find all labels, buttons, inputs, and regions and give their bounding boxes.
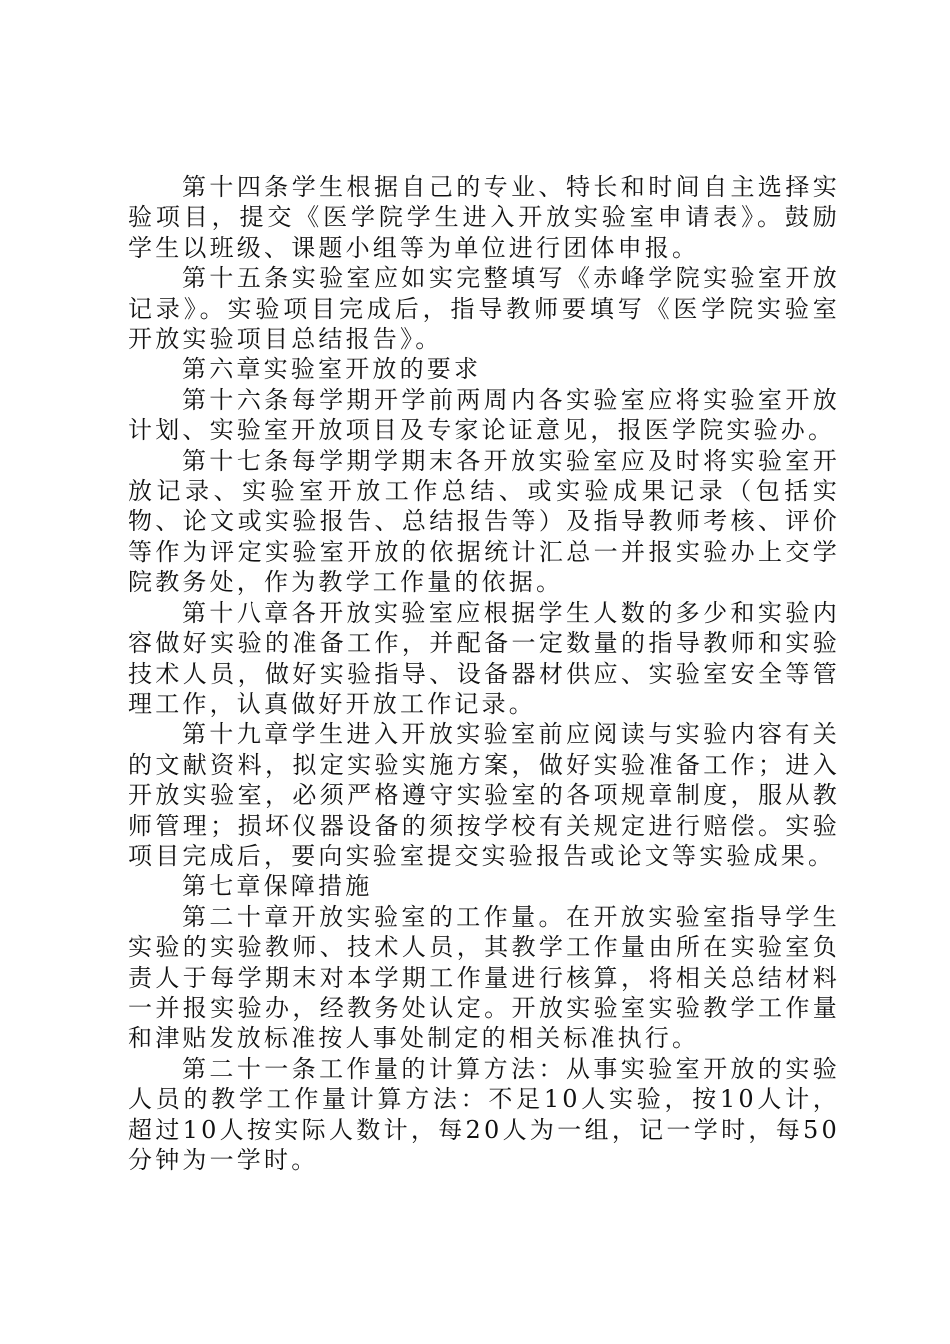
- document-body: [128, 172, 840, 1175]
- article-18-paragraph: 第十八章各开放实验室应根据学生人数的多少和实验内容做好实验的准备工作，并配备一定数量的指导教师和实验技术人员，做好实验指导、设备器材供应、实验室安全等管理工作，认真做好开放工作记录。: [128, 598, 840, 718]
- chapter-7-heading: 第七章保障措施: [182, 872, 373, 901]
- article-17-paragraph: 第十七条每学期学期末各开放实验室应及时将实验室开放记录、实验室开放工作总结、或实验成果记录（包括实物、论文或实验报告、总结报告等）及指导教师考核、评价等作为评定实验室开放的依据统计汇总一并报实验办上交学院教务处，作为教学工作量的依据。: [128, 446, 840, 597]
- article-20-paragraph: 第二十章开放实验室的工作量。在开放实验室指导学生实验的实验教师、技术人员，其教学工作量由所在实验室负责人于每学期末对本学期工作量进行核算，将相关总结材料一并报实验办，经教务处认定。开放实验室实验教学工作量和津贴发放标准按人事处制定的相关标准执行。: [128, 902, 840, 1053]
- article-19-paragraph: 第十九章学生进入开放实验室前应阅读与实验内容有关的文献资料，拟定实验实施方案，做好实验准备工作；进入开放实验室，必须严格遵守实验室的各项规章制度，服从教师管理；损坏仪器设备的须按学校有关规定进行赔偿。实验项目完成后，要向实验室提交实验报告或论文等实验成果。: [128, 720, 840, 870]
- article-15-paragraph: 第十五条实验室应如实完整填写《赤峰学院实验室开放记录》。实验项目完成后，指导教师要填写《医学院实验室开放实验项目总结报告》。: [128, 264, 840, 354]
- article-16-paragraph: 第十六条每学期开学前两周内各实验室应将实验室开放计划、实验室开放项目及专家论证意见，报医学院实验办。: [128, 385, 840, 445]
- article-14-paragraph: 第十四条学生根据自己的专业、特长和时间自主选择实验项目，提交《医学院学生进入开放实验室申请表》。鼓励学生以班级、课题小组等为单位进行团体申报。: [128, 173, 840, 262]
- chapter-6-heading: 第六章实验室开放的要求: [182, 355, 482, 384]
- article-21-paragraph: 第二十一条工作量的计算方法：从事实验室开放的实验人员的教学工作量计算方法：不足10人实验，按10人计，超过10人按实际人数计，每20人为一组，记一学时，每50分钟为一学时。: [128, 1054, 840, 1174]
